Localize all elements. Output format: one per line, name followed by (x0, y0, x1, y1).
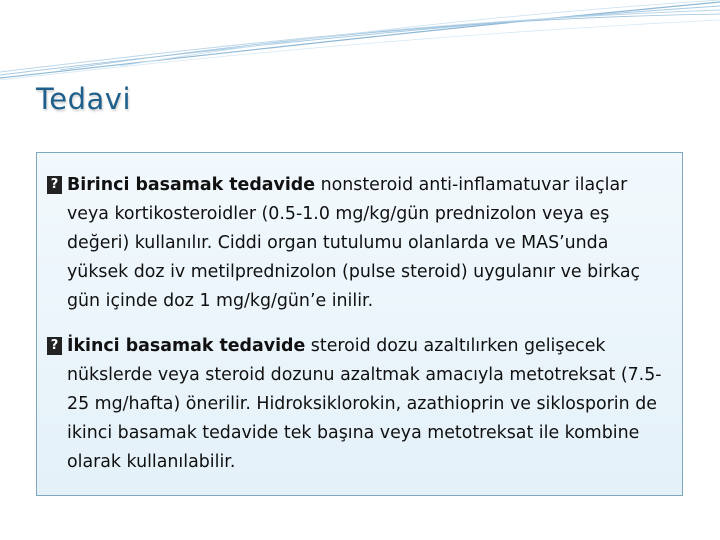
paragraph-lead: Birinci basamak tedavide (67, 175, 316, 195)
paragraph-lead: İkinci basamak tedavide (67, 336, 306, 356)
paragraph-text: steroid dozu azaltılırken gelişecek nükslerde veya steroid dozunu azaltmak amacıyla metotreksat (7.5-25 mg/hafta) önerilir. Hidroksiklorokin, azathioprin ve siklosporin de ikinci basamak tedavide tek başına veya metotreksat ile kombine olarak kullanılabilir. (67, 336, 662, 472)
bullet-icon: ? (47, 176, 62, 194)
slide-title: Tedavi (36, 82, 132, 116)
paragraph-text: nonsteroid anti-inflamatuvar ilaçlar veya kortikosteroidler (0.5-1.0 mg/kg/gün prednizolon veya eş değeri) kullanılır. Ciddi organ tutulumu olanlarda ve MAS’unda yüksek doz iv metilprednizolon (pulse steroid) uygulanır ve birkaç gün içinde doz 1 mg/kg/gün’e inilir. (67, 175, 641, 311)
bullet-icon: ? (47, 337, 62, 355)
paragraph-first-line-treatment (47, 171, 672, 316)
paragraph-second-line-treatment (47, 332, 672, 477)
content-box (36, 152, 683, 496)
